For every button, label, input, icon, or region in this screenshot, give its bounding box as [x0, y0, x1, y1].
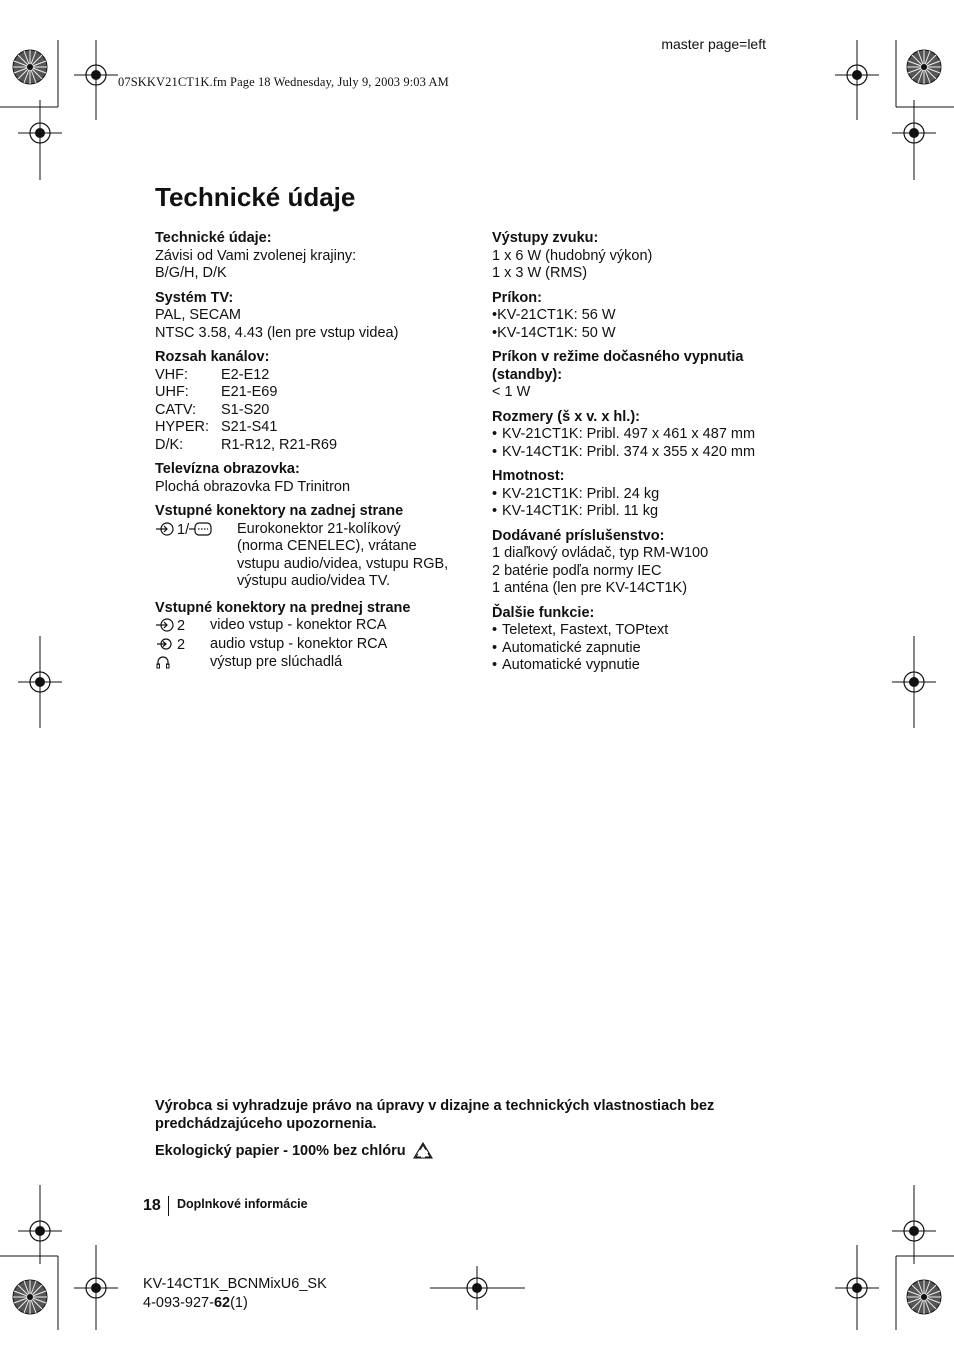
- input-number: 2: [177, 618, 186, 634]
- section-heading: Hmotnost:: [492, 468, 565, 484]
- band-range: E2-E12: [221, 366, 270, 383]
- section-name: Doplnkové informácie: [177, 1197, 308, 1211]
- list-item: [492, 622, 812, 640]
- range-row: [155, 384, 475, 402]
- band-label: UHF:: [155, 384, 189, 400]
- section-heading: Príkon:: [492, 289, 542, 306]
- text-line: Plochá obrazovka FD Trinitron: [155, 478, 351, 495]
- section-heading: (standby):: [492, 366, 563, 383]
- band-label: D/K:: [155, 436, 184, 453]
- item-text: KV-14CT1K: Pribl. 374 x 355 x 420 mm: [502, 443, 756, 460]
- spec-section: [155, 230, 475, 283]
- headphone-label: [155, 654, 210, 673]
- section-heading: Príkon v režime dočasného vypnutia: [492, 349, 744, 365]
- scart-label: [155, 521, 237, 591]
- text-line: 1 diaľkový ovládač, typ RM-W100: [492, 545, 709, 561]
- recycle-icon: [412, 1141, 434, 1161]
- item-text: Automatické vypnutie: [502, 657, 640, 673]
- text-line: 1 x 6 W (hudobný výkon): [492, 247, 653, 264]
- input-arrow-icon: [155, 521, 177, 537]
- rear-connectors-section: [155, 503, 475, 591]
- list-item: [492, 657, 812, 675]
- weight-section: [492, 468, 812, 521]
- section-heading: Dodávané príslušenstvo:: [492, 527, 665, 544]
- text-line: PAL, SECAM: [155, 307, 241, 323]
- connector-text: výstup pre slúchadlá: [210, 654, 343, 670]
- range-row: [155, 367, 475, 385]
- accessories-section: [492, 528, 812, 598]
- eco-paper-note: [155, 1141, 434, 1161]
- range-row: [155, 437, 475, 455]
- list-item: [492, 486, 812, 504]
- right-column: [492, 230, 812, 682]
- range-row: [155, 402, 475, 420]
- model-code: KV-14CT1K_BCNMixU6_SK: [143, 1276, 327, 1292]
- features-section: [492, 605, 812, 675]
- text-line: •KV-21CT1K: 56 W: [492, 307, 616, 323]
- eco-text: Ekologický papier - 100% bez chlóru: [155, 1143, 406, 1159]
- text-line: 1 anténa (len pre KV-14CT1K): [492, 580, 688, 596]
- channel-range-section: [155, 349, 475, 454]
- item-text: Teletext, Fastext, TOPtext: [502, 622, 669, 638]
- text-line: NTSC 3.58, 4.43 (len pre vstup videa): [155, 324, 399, 341]
- band-range: R1-R12, R21-R69: [221, 436, 338, 453]
- section-heading: Ďalšie funkcie:: [492, 604, 595, 621]
- text-line: 1 x 3 W (RMS): [492, 265, 588, 281]
- item-text: Automatické zapnutie: [502, 639, 641, 656]
- text-line: B/G/H, D/K: [155, 265, 227, 281]
- part-number: [143, 1295, 248, 1311]
- text-line: Eurokonektor 21-kolíkový: [237, 520, 401, 537]
- tv-system-section: [155, 290, 475, 343]
- video-input-icon: [155, 617, 177, 633]
- section-heading: Rozsah kanálov:: [155, 349, 270, 365]
- text-line: < 1 W: [492, 384, 531, 400]
- front-row: [155, 654, 475, 673]
- list-item: [492, 444, 812, 462]
- bullet: •: [492, 639, 498, 656]
- connector-text: audio vstup - konektor RCA: [210, 635, 388, 652]
- disclaimer: [155, 1097, 775, 1133]
- bullet: •: [492, 657, 498, 673]
- section-heading: Vstupné konektory na prednej strane: [155, 599, 411, 616]
- front-connectors-section: [155, 600, 475, 673]
- page-number: 18: [143, 1197, 161, 1214]
- scart-connector-icon: [189, 521, 213, 537]
- file-info: 07SKKV21CT1K.fm Page 18 Wednesday, July 9, 2003 9:03 AM: [118, 75, 449, 89]
- video-input-label: [155, 617, 210, 636]
- part-bold: 62: [213, 1295, 231, 1311]
- audio-input-icon: [155, 636, 177, 652]
- screen-section: [155, 461, 475, 496]
- bullet: •: [492, 443, 498, 460]
- audio-input-label: [155, 636, 210, 655]
- section-heading: Systém TV:: [155, 289, 234, 306]
- scart-description: [237, 521, 467, 591]
- item-text: KV-21CT1K: Pribl. 497 x 461 x 487 mm: [502, 426, 756, 442]
- page-number-divider: [168, 1196, 169, 1216]
- text-line: vstupu audio/videa, vstupu RGB,: [237, 555, 449, 572]
- text-line: •KV-14CT1K: 50 W: [492, 324, 616, 341]
- section-heading: Technické údaje:: [155, 230, 272, 246]
- part-suffix: (1): [230, 1295, 248, 1311]
- standby-section: [492, 349, 812, 402]
- section-heading: Televízna obrazovka:: [155, 461, 300, 477]
- headphone-icon: [155, 654, 171, 670]
- scart-number: 1/: [177, 521, 190, 538]
- band-range: S21-S41: [221, 419, 278, 435]
- text-line: Výrobca si vyhradzuje právo na úpravy v dizajne a technických vlastnostiach bez: [155, 1098, 715, 1114]
- band-label: HYPER:: [155, 419, 209, 435]
- input-number: 2: [177, 636, 186, 653]
- part-prefix: 4-093-927-: [143, 1295, 214, 1311]
- page-title: Technické údaje: [155, 182, 356, 212]
- list-item: [492, 640, 812, 658]
- bullet: •: [492, 503, 498, 519]
- master-page-label: master page=left: [661, 36, 766, 52]
- text-line: Závisi od Vami zvolenej krajiny:: [155, 247, 357, 264]
- item-text: KV-14CT1K: Pribl. 11 kg: [502, 503, 659, 519]
- band-label: VHF:: [155, 366, 189, 383]
- text-line: výstupu audio/videa TV.: [237, 573, 391, 589]
- section-heading: Rozmery (š x v. x hl.):: [492, 408, 640, 425]
- front-row: [155, 617, 475, 636]
- item-text: KV-21CT1K: Pribl. 24 kg: [502, 485, 660, 502]
- left-column: [155, 230, 475, 680]
- dimensions-section: [492, 409, 812, 462]
- front-row: [155, 636, 475, 655]
- connector-text: video vstup - konektor RCA: [210, 617, 387, 633]
- text-line: 2 batérie podľa normy IEC: [492, 562, 662, 579]
- band-range: E21-E69: [221, 384, 278, 400]
- list-item: [492, 426, 812, 444]
- text-line: (norma CENELEC), vrátane: [237, 538, 417, 554]
- section-heading: Vstupné konektory na zadnej strane: [155, 503, 404, 519]
- bullet: •: [492, 622, 498, 638]
- power-section: [492, 290, 812, 343]
- list-item: [492, 503, 812, 521]
- range-row: [155, 419, 475, 437]
- scart-row: [155, 521, 475, 591]
- text-line: predchádzajúceho upozornenia.: [155, 1116, 377, 1132]
- audio-output-section: [492, 230, 812, 283]
- bullet: •: [492, 485, 498, 502]
- band-range: S1-S20: [221, 401, 270, 418]
- bullet: •: [492, 426, 498, 442]
- band-label: CATV:: [155, 401, 197, 418]
- section-heading: Výstupy zvuku:: [492, 230, 599, 246]
